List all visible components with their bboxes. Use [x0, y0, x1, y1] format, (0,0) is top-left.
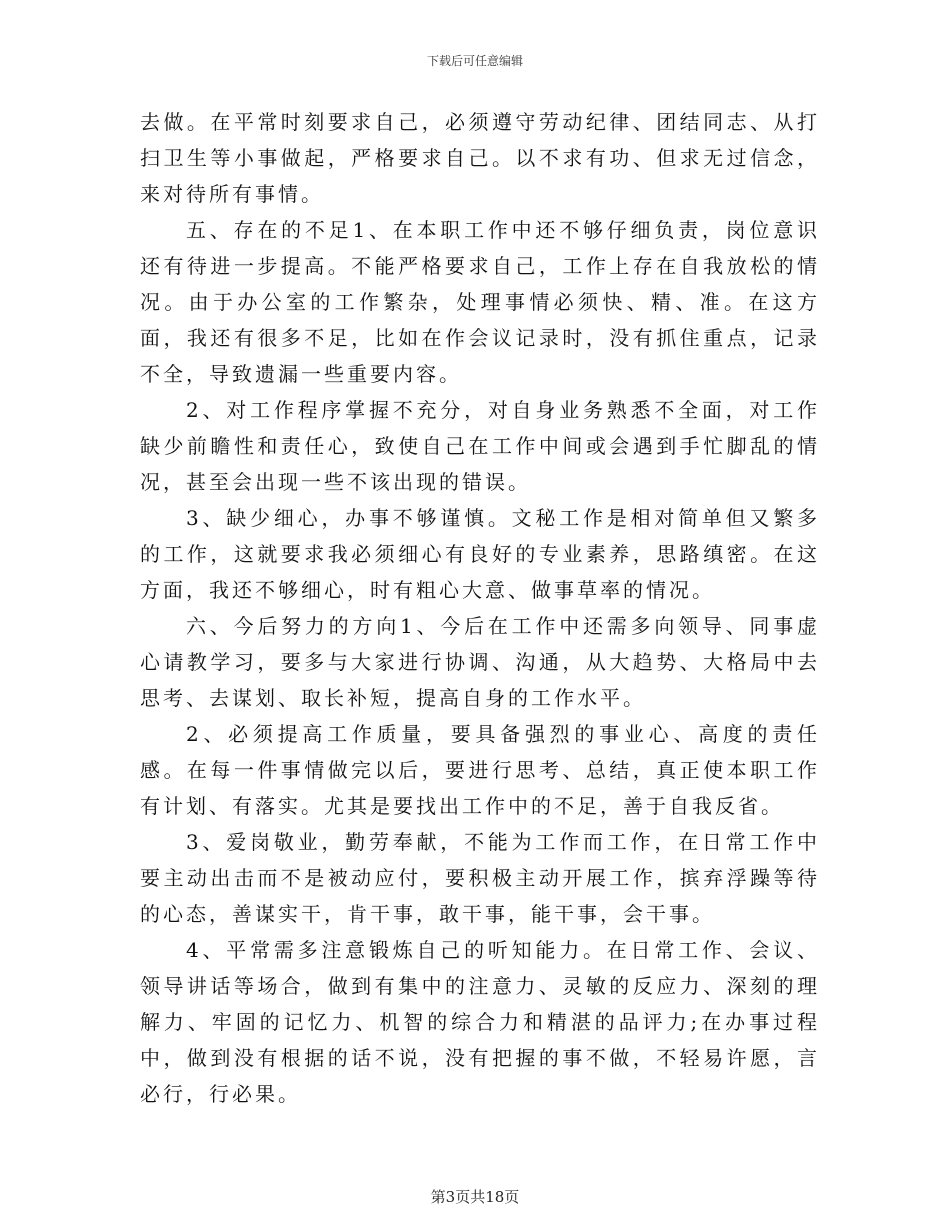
paragraph: 六、今后努力的方向1、今后在工作中还需多向领导、同事虚心请教学习，要多与大家进行协调、沟通，从大趋势、大格局中去思考、去谋划、取长补短，提高自身的工作水平。 — [140, 614, 820, 710]
paragraph: 3、缺少细心，办事不够谨慎。文秘工作是相对简单但又繁多的工作，这就要求我必须细心有良好的专业素养，思路缜密。在这方面，我还不够细心，时有粗心大意、做事草率的情况。 — [140, 506, 820, 602]
document-body — [140, 104, 820, 1112]
paragraph: 去做。在平常时刻要求自己，必须遵守劳动纪律、团结同志、从打扫卫生等小事做起，严格要求自己。以不求有功、但求无过信念，来对待所有事情。 — [140, 110, 820, 206]
paragraph: 3、爱岗敬业，勤劳奉献，不能为工作而工作，在日常工作中要主动出击而不是被动应付，要积极主动开展工作，摈弃浮躁等待的心态，善谋实干，肯干事，敢干事，能干事，会干事。 — [140, 830, 820, 926]
paragraph: 2、必须提高工作质量，要具备强烈的事业心、高度的责任感。在每一件事情做完以后，要进行思考、总结，真正使本职工作有计划、有落实。尤其是要找出工作中的不足，善于自我反省。 — [140, 722, 820, 818]
paragraph: 4、平常需多注意锻炼自己的听知能力。在日常工作、会议、领导讲话等场合，做到有集中的注意力、灵敏的反应力、深刻的理解力、牢固的记忆力、机智的综合力和精湛的品评力;在办事过程中，做到没有根据的话不说，没有把握的事不做，不轻易许愿，言必行，行必果。 — [140, 938, 820, 1106]
paragraph: 五、存在的不足1、在本职工作中还不够仔细负责，岗位意识还有待进一步提高。不能严格要求自己，工作上存在自我放松的情况。由于办公室的工作繁杂，处理事情必须快、精、准。在这方面，我还有很多不足，比如在作会议记录时，没有抓住重点，记录不全，导致遗漏一些重要内容。 — [140, 218, 820, 386]
paragraph: 2、对工作程序掌握不充分，对自身业务熟悉不全面，对工作缺少前瞻性和责任心，致使自己在工作中间或会遇到手忙脚乱的情况，甚至会出现一些不该出现的错误。 — [140, 398, 820, 494]
page-footer: 第3页共18页 — [430, 1188, 520, 1206]
page-header: 下载后可任意编辑 — [426, 54, 523, 68]
